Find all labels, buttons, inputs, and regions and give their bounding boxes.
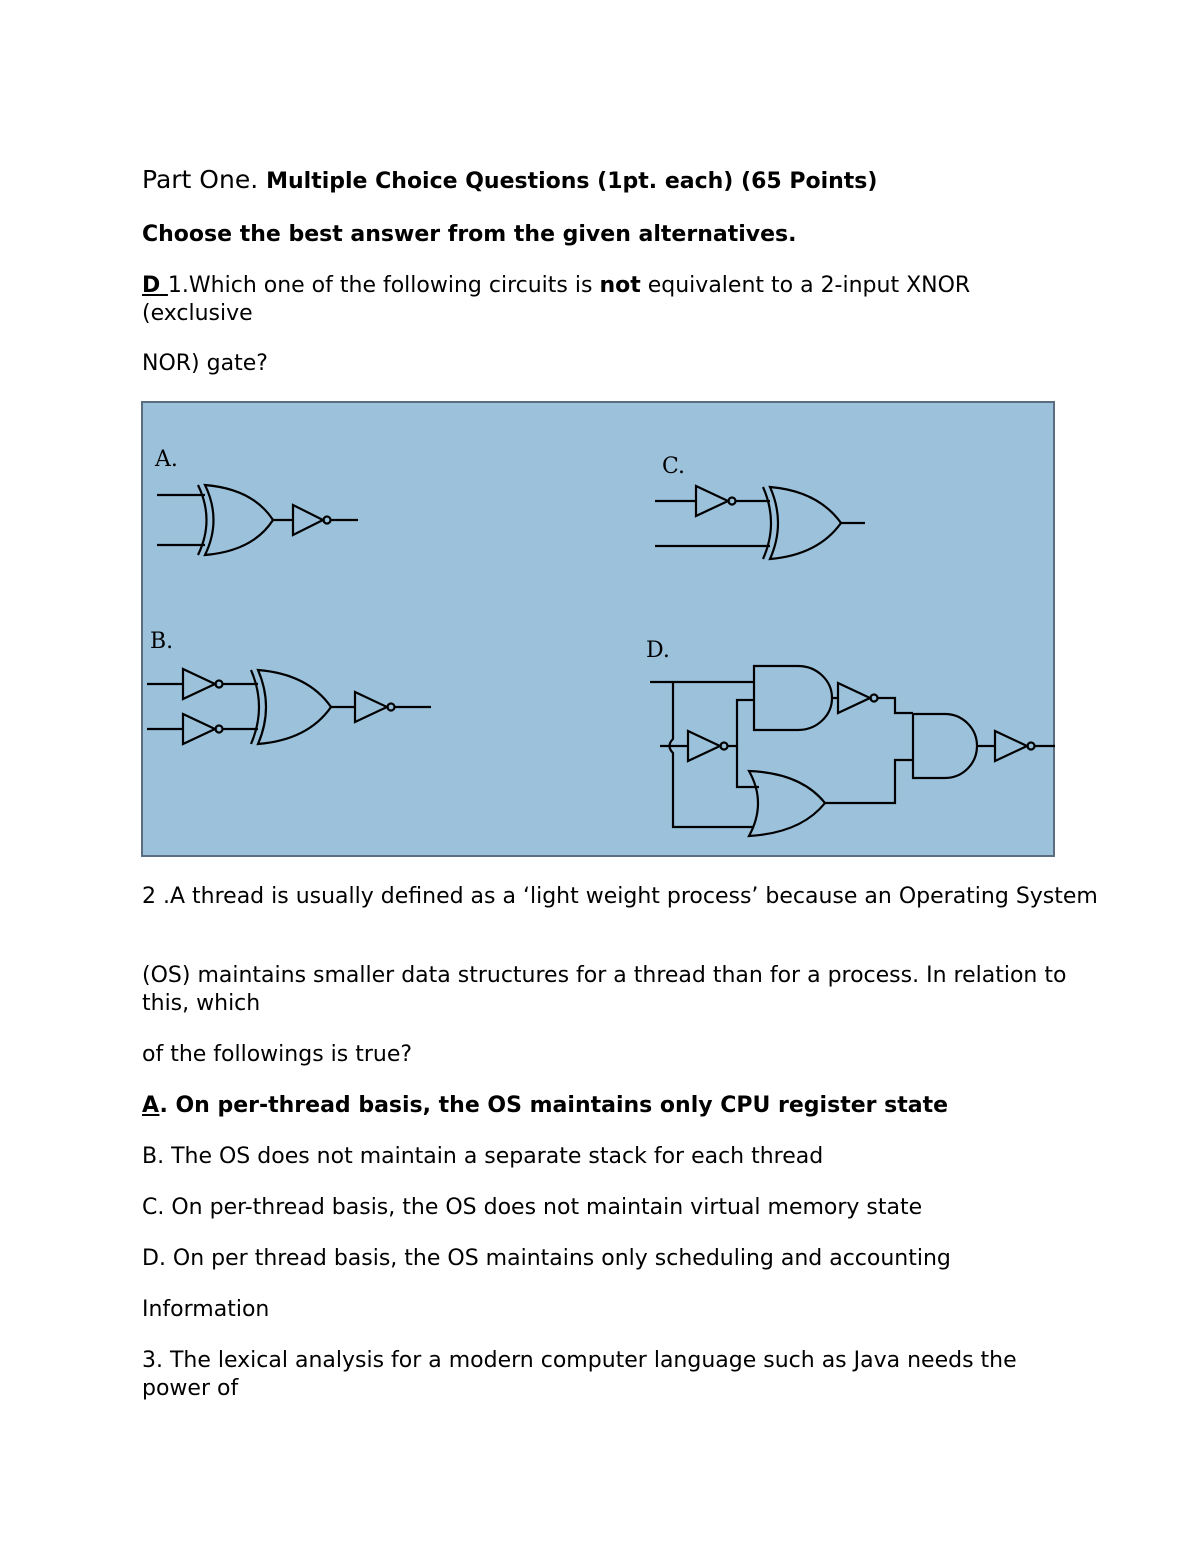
circuit-c — [655, 486, 865, 559]
section-title: Multiple Choice Questions (1pt. each) (65 Points) — [266, 169, 878, 194]
q1-text-end: equivalent to a 2-input XNOR (exclusive — [142, 273, 971, 326]
circuit-diagram — [143, 403, 1055, 857]
question-3: 3. The lexical analysis for a modern computer language such as Java needs the power of — [142, 1348, 1017, 1401]
logic-circuits-figure — [141, 401, 1055, 857]
q1-text-line2: NOR) gate? — [142, 351, 268, 376]
q2-option-c: C. On per-thread basis, the OS does not maintain virtual memory state — [142, 1195, 923, 1220]
question-1 — [142, 272, 1082, 328]
q2-option-b: B. The OS does not maintain a separate stack for each thread — [142, 1144, 824, 1169]
label-b: B. — [150, 629, 174, 654]
part-label: Part One. — [142, 165, 259, 194]
q2-correct-answer — [142, 1092, 948, 1120]
label-c: C. — [662, 454, 686, 479]
q1-answer: D — [142, 273, 168, 298]
q1-text-start: 1.Which one of the following circuits is — [167, 273, 600, 298]
q2-option-d-continued: Information — [142, 1297, 270, 1322]
circuit-b — [147, 669, 431, 744]
part-heading — [142, 166, 877, 196]
circuit-a — [157, 485, 358, 555]
label-d: D. — [646, 638, 670, 663]
label-a: A. — [155, 447, 178, 472]
q2-line1: 2 .A thread is usually defined as a ‘light weight process’ because an Operating System — [142, 884, 1098, 909]
q2-line2: (OS) maintains smaller data structures for a thread than for a process. In relation to this, which — [142, 963, 1067, 1016]
instruction-text: Choose the best answer from the given alternatives. — [142, 222, 797, 247]
q2-answer-text: . On per-thread basis, the OS maintains only CPU register state — [159, 1093, 949, 1118]
q2-option-d: D. On per thread basis, the OS maintains only scheduling and accounting — [142, 1246, 951, 1271]
q1-emphasis: not — [599, 273, 641, 298]
q2-answer-letter: A — [142, 1093, 160, 1118]
circuit-d — [650, 666, 1055, 836]
q2-line3: of the followings is true? — [142, 1042, 413, 1067]
